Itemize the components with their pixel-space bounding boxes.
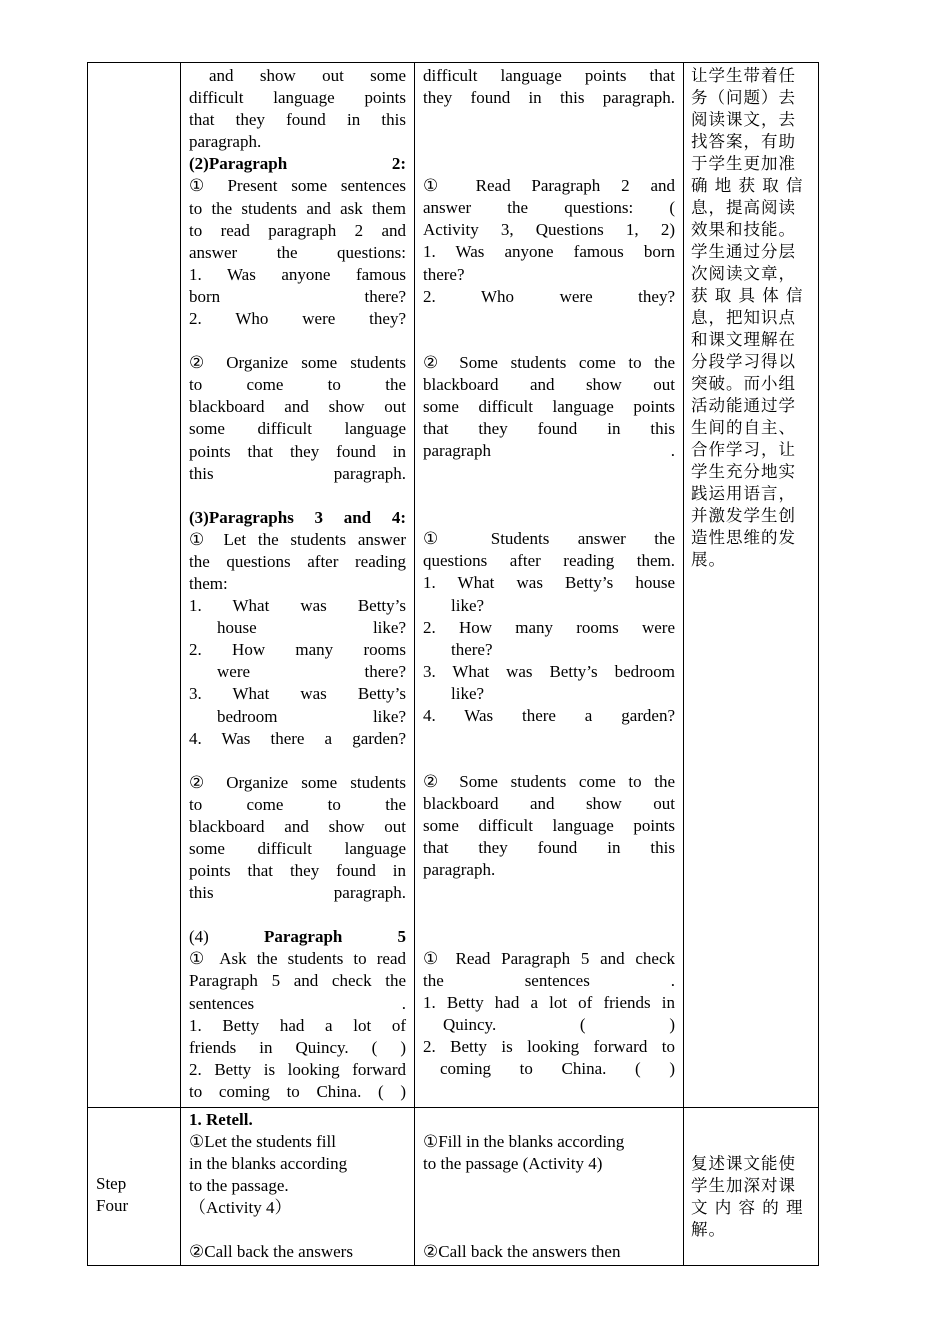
purpose-line: 活动能通过学 xyxy=(691,396,796,415)
purpose-line: 展。 xyxy=(691,550,726,569)
purpose-line: 学生充分地实 xyxy=(691,462,796,481)
purpose-line: 效果和技能。 xyxy=(691,220,796,239)
student-paragraph34-questions: 1. What was Betty’s house like? 2. How many rooms were there? 3. What was Betty’s bedroom like? 4. Was there a garden? xyxy=(423,573,675,725)
purpose-line: 息，提高阅读 xyxy=(691,198,796,217)
purpose-line: 找答案，有助 xyxy=(691,132,796,151)
row1-teacher-cell xyxy=(189,65,406,1103)
row1-purpose-cell xyxy=(691,65,813,571)
purpose-line: 于学生更加准 xyxy=(691,154,796,173)
row1-student-cell xyxy=(423,65,675,1080)
student-paragraph34-show: ② Some students come to the blackboard and show out some difficult language points that they found in this paragraph. xyxy=(423,772,675,880)
student-paragraph5-check: ① Read Paragraph 5 and check the sentences . xyxy=(423,948,675,990)
teacher-paragraph5-instruction: ① Ask the students to read Paragraph 5 and check the sentences . xyxy=(189,949,406,1013)
student-paragraph2-show: ② Some students come to the blackboard and show out some difficult language points that they found in this paragraph . xyxy=(423,352,675,461)
purpose-line: 务（问题）去 xyxy=(691,88,796,107)
teacher-paragraph3-title: (3)Paragraphs 3 and 4: xyxy=(189,507,406,527)
student-paragraph5-sentences: 1. Betty had a lot of friends in Quincy. ( ) 2. Betty is looking forward to coming to China. ( ) xyxy=(423,992,675,1078)
purpose-line: 分段学习得以 xyxy=(691,352,796,371)
column-divider-3 xyxy=(683,63,684,1265)
teacher-paragraph2-questions: 1. Was anyone famous born there? 2. Who were they? xyxy=(189,264,406,329)
teacher-paragraph2-instruction: ① Present some sentences to the students and ask them to read paragraph 2 and answer the questions: xyxy=(189,176,406,262)
row2-teacher-cell: 1. Retell. ①Let the students fill in the blanks according to the passage. （Activity 4） ②Call back the answers xyxy=(189,1109,406,1264)
purpose-line: 生间的自主、 xyxy=(691,418,796,437)
row2-purpose-cell xyxy=(691,1153,813,1241)
row-divider xyxy=(88,1107,818,1108)
purpose-line: 和课文理解在 xyxy=(691,330,796,349)
step-four-label: Step Four xyxy=(96,1174,129,1216)
student-paragraph34-answers: ① Students answer the questions after reading them. xyxy=(423,529,675,571)
purpose-line: 获 取 具 体 信 xyxy=(691,286,804,305)
row2-student-cell: ①Fill in the blanks according to the passage (Activity 4) ②Call back the answers then xyxy=(423,1132,625,1262)
purpose-line: 阅读课文，去 xyxy=(691,110,796,129)
purpose-line: 突破。而小组 xyxy=(691,374,796,393)
purpose-line: 学生加深对课 xyxy=(691,1176,796,1195)
purpose-line: 践运用语言， xyxy=(691,484,796,503)
purpose-line: 息，把知识点 xyxy=(691,308,796,327)
teacher-paragraph5-title: (4) Paragraph 5 xyxy=(189,927,406,947)
purpose-line: 合作学习，让 xyxy=(691,440,796,459)
purpose-line: 复述课文能使 xyxy=(691,1154,796,1173)
purpose-line: 文 内 容 的 理 xyxy=(691,1198,804,1217)
teacher-paragraph3-questions: 1. What was Betty’s house like? 2. How many rooms were there? 3. What was Betty’s bedroom like? 4. Was there a garden? xyxy=(189,596,406,748)
teacher-paragraph34-organize: ② Organize some students to come to the blackboard and show out some difficult language points that they found in this paragraph. xyxy=(189,772,406,903)
purpose-line: 并激发学生创 xyxy=(691,506,796,525)
purpose-line: 解。 xyxy=(691,1220,726,1239)
purpose-line: 次阅读文章， xyxy=(691,264,796,283)
purpose-line: 让学生带着任 xyxy=(691,66,796,85)
student-paragraph2-answers: ① Read Paragraph 2 and answer the questions: ( Activity 3, Questions 1, 2) 1. Was anyone famous born there? 2. Who were they? xyxy=(423,176,675,306)
teacher-paragraph2-organize: ② Organize some students to come to the blackboard and show out some difficult language points that they found in this paragraph. xyxy=(189,353,406,483)
purpose-line: 学生通过分层 xyxy=(691,242,796,261)
purpose-line: 造性思维的发 xyxy=(691,528,796,547)
teacher-paragraph2-title: (2)Paragraph 2: xyxy=(189,154,406,174)
retell-title: 1. Retell. xyxy=(189,1110,253,1129)
teacher-paragraph3-instruction: ① Let the students answer the questions after reading them: xyxy=(189,529,406,593)
lesson-plan-table xyxy=(87,62,819,1266)
teacher-paragraph5-sentences: 1. Betty had a lot of friends in Quincy. ( ) 2. Betty is looking forward to coming to China. ( ) xyxy=(189,1015,406,1101)
column-divider-1 xyxy=(180,63,181,1265)
column-divider-2 xyxy=(414,63,415,1265)
teacher-p1-tail: and show out some difficult language points that they found in this paragraph. xyxy=(189,66,406,152)
purpose-line: 确 地 获 取 信 xyxy=(691,176,804,195)
student-p1-tail: difficult language points that they found in this paragraph. xyxy=(423,66,675,108)
